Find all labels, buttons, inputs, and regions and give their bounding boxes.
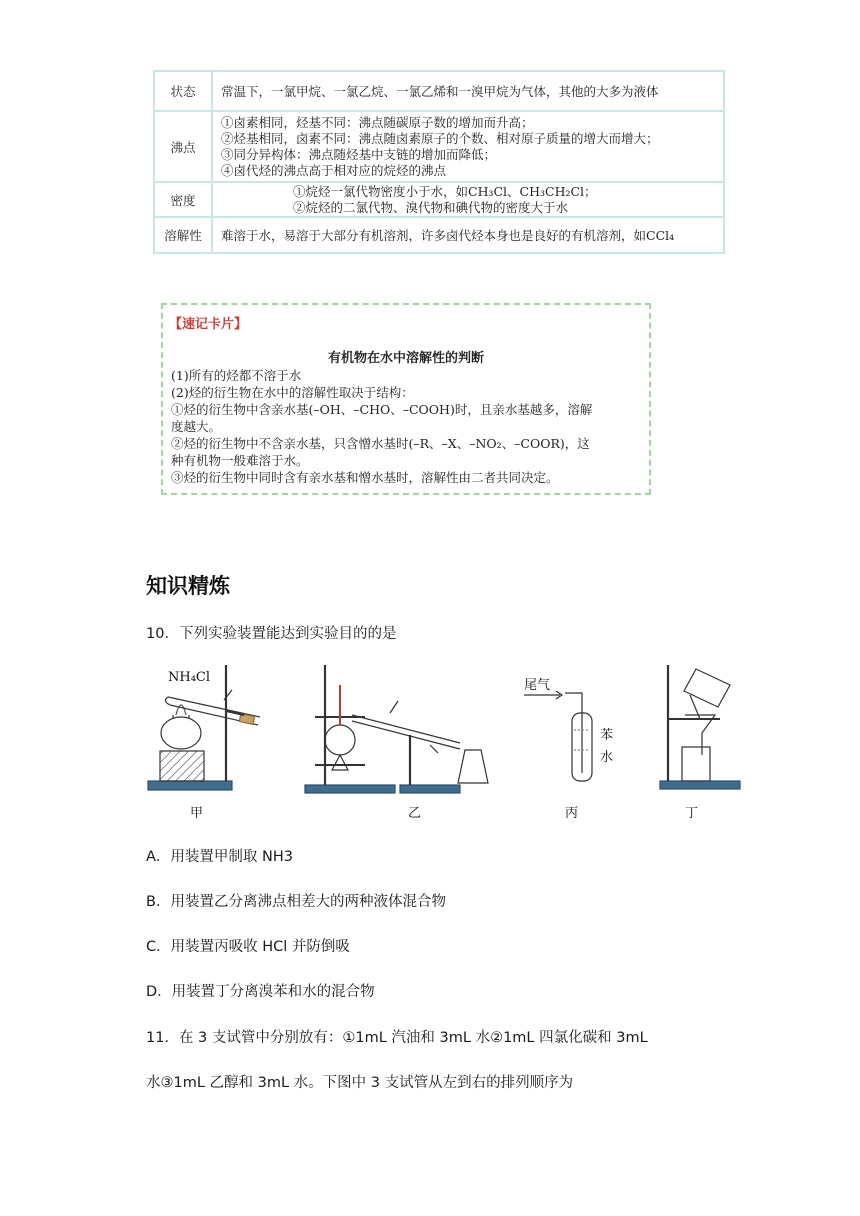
card-tag: 【速记卡片】 bbox=[169, 317, 248, 332]
table-row bbox=[154, 182, 724, 217]
option-c: C．用装置丙吸收 HCl 并防倒吸 bbox=[146, 939, 350, 955]
row-content: 常温下，一氯甲烷、一氯乙烷、一氯乙烯和一溴甲烷为气体，其他的大多为液体 bbox=[212, 71, 724, 111]
option-a: A．用装置甲制取 NH3 bbox=[146, 849, 294, 865]
label-ding: 丁 bbox=[685, 806, 699, 821]
table-row bbox=[154, 217, 724, 253]
row-head: 状态 bbox=[154, 71, 212, 111]
label-nh4cl: NH₄Cl bbox=[168, 670, 211, 685]
option-d: D．用装置丁分离溴苯和水的混合物 bbox=[146, 984, 375, 1000]
row-content: ①烷烃一氯代物密度小于水，如CH₃Cl、CH₃CH₂Cl； ②烷烃的二氯代物、溴代物和碘代物的密度大于水 bbox=[212, 182, 724, 217]
row-head: 溶解性 bbox=[154, 217, 212, 253]
row-content: 难溶于水，易溶于大部分有机溶剂，许多卤代烃本身也是良好的有机溶剂，如CCl₄ bbox=[212, 217, 724, 253]
apparatus-yi bbox=[305, 665, 488, 793]
card-body: (1)所有的烃都不溶于水 (2)烃的衍生物在水中的溶解性取决于结构： ①烃的衍生物中含亲水基(–OH、–CHO、–COOH)时，且亲水基越多，溶解 度越大。 ②烃的衍生物中不含亲水基，只含憎水基时(–R、–X、–NO₂、–COOR)，这 种有机物一般难溶于水。 ③烃的衍生物中同时含有亲水基和憎水基时，溶解性由二者共同决定。 bbox=[171, 368, 593, 485]
question-11-line1: 11．在 3 支试管中分别放有：①1mL 汽油和 3mL 水②1mL 四氯化碳和 3mL bbox=[146, 1030, 648, 1046]
label-tail-gas: 尾气 bbox=[524, 678, 551, 693]
memo-card bbox=[161, 303, 651, 495]
row-head: 密度 bbox=[154, 182, 212, 217]
table-row bbox=[154, 111, 724, 182]
label-benzene: 苯 bbox=[600, 728, 614, 743]
row-head: 沸点 bbox=[154, 111, 212, 182]
apparatus-bing bbox=[524, 691, 592, 781]
question-10-stem: 10．下列实验装置能达到实验目的的是 bbox=[146, 626, 397, 642]
section-title: 知识精炼 bbox=[146, 574, 230, 598]
apparatus-figure bbox=[140, 655, 750, 825]
row-content: ①卤素相同，烃基不同：沸点随碳原子数的增加而升高； ②烃基相同，卤素不同：沸点随卤素原子的个数、相对原子质量的增大而增大； ③同分异构体：沸点随烃基中支链的增加而降低； ④卤代烃的沸点高于相对应的烷烃的沸点 bbox=[212, 111, 724, 182]
label-yi: 乙 bbox=[408, 806, 422, 821]
label-bing: 丙 bbox=[565, 806, 579, 821]
label-water: 水 bbox=[600, 750, 614, 765]
label-jia: 甲 bbox=[190, 806, 204, 821]
option-b: B．用装置乙分离沸点相差大的两种液体混合物 bbox=[146, 894, 446, 910]
properties-table bbox=[153, 70, 725, 254]
apparatus-ding bbox=[660, 665, 740, 789]
question-11-line2: 水③1mL 乙醇和 3mL 水。下图中 3 支试管从左到右的排列顺序为 bbox=[146, 1075, 574, 1091]
card-title: 有机物在水中溶解性的判断 bbox=[327, 351, 484, 366]
table-row bbox=[154, 71, 724, 111]
